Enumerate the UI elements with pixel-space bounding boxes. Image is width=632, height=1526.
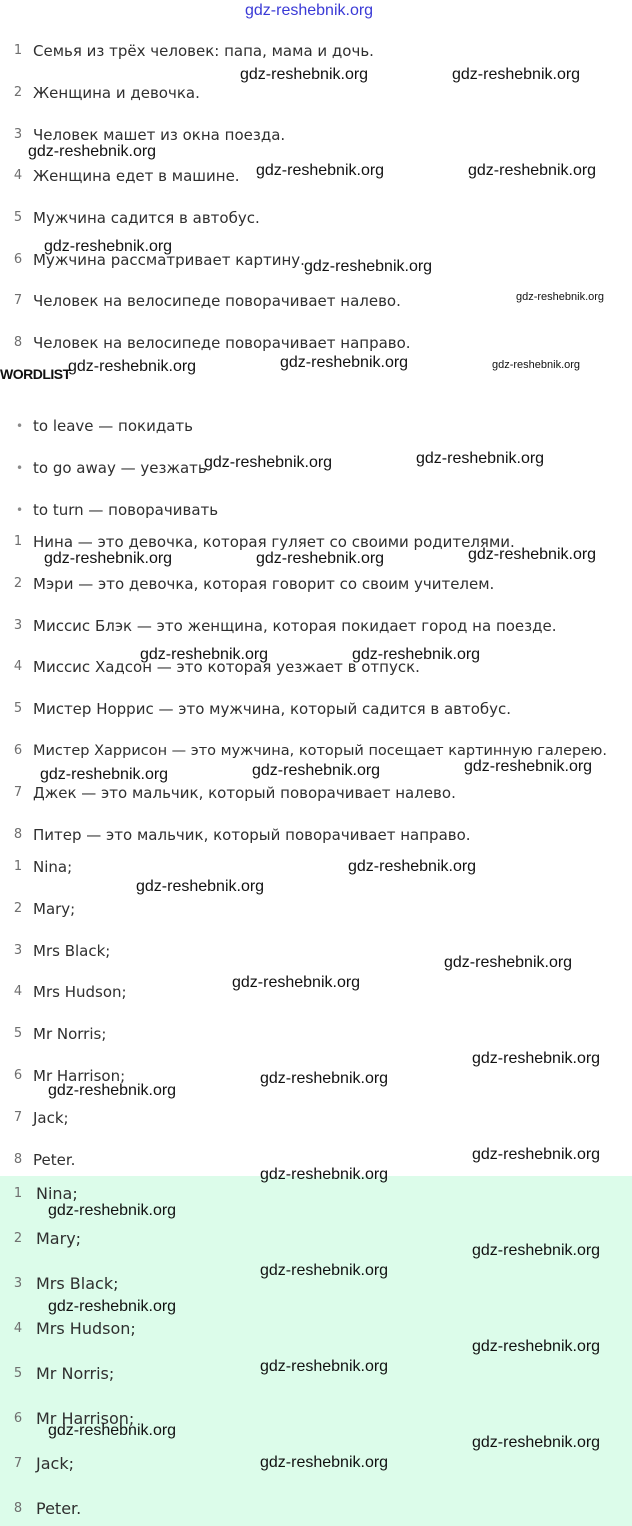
watermark: gdz-reshebnik.org (240, 66, 369, 83)
watermark: gdz-reshebnik.org (260, 1454, 389, 1471)
watermark: gdz-reshebnik.org (464, 758, 593, 775)
watermark: gdz-reshebnik.org (472, 1146, 601, 1163)
item-text: Миссис Блэк — это женщина, которая покидает город на поезде. (33, 617, 557, 635)
item-text: Миссис Хадсон — это которая уезжает в отпуск. (33, 658, 420, 676)
watermark: gdz-reshebnik.org (452, 66, 581, 83)
item-text: Mr Harrison; (33, 1067, 126, 1085)
item-number: 1 (13, 859, 23, 874)
item-text: Mrs Black; (33, 942, 111, 960)
item-number: 8 (13, 1152, 23, 1167)
watermark: gdz-reshebnik.org (260, 1358, 389, 1375)
watermark: gdz-reshebnik.org (444, 954, 573, 971)
item-text: Человек на велосипеде поворачивает налево. (33, 292, 401, 310)
watermark: gdz-reshebnik.org (516, 291, 605, 303)
watermark: gdz-reshebnik.org (68, 358, 197, 375)
watermark: gdz-reshebnik.org (260, 1070, 389, 1087)
item-text: Jack; (33, 1109, 69, 1127)
item-text: Человек машет из окна поезда. (33, 126, 286, 144)
item-text: Mary; (36, 1229, 82, 1248)
item-number: 2 (13, 85, 23, 100)
item-number: 6 (13, 252, 23, 267)
item-number: 3 (13, 127, 23, 142)
watermark: gdz-reshebnik.org (472, 1434, 601, 1451)
watermark: gdz-reshebnik.org (44, 238, 173, 255)
item-text: Питер — это мальчик, который поворачивает направо. (33, 826, 471, 844)
wordlist-text: to go away — уезжать (33, 459, 207, 477)
watermark: gdz-reshebnik.org (260, 1262, 389, 1279)
watermark: gdz-reshebnik.org (252, 762, 381, 779)
bullet-icon: • (16, 461, 24, 475)
item-text: Мистер Харрисон — это мужчина, который посещает картинную галерею. (33, 743, 607, 759)
item-number: 4 (13, 659, 23, 674)
item-text: Человек на велосипеде поворачивает направо. (33, 334, 411, 352)
watermark: gdz-reshebnik.org (232, 974, 361, 991)
item-number: 6 (13, 743, 23, 758)
watermark: gdz-reshebnik.org (352, 646, 481, 663)
item-text: Mary; (33, 900, 76, 918)
watermark: gdz-reshebnik.org (204, 454, 333, 471)
watermark: gdz-reshebnik.org (256, 162, 385, 179)
item-number: 2 (13, 901, 23, 916)
wordlist-text: to leave — покидать (33, 417, 193, 435)
item-text: Mr Norris; (33, 1025, 107, 1043)
item-number: 1 (13, 1186, 23, 1201)
item-text: Мужчина садится в автобус. (33, 209, 260, 227)
item-text: Женщина едет в машине. (33, 167, 240, 185)
watermark-top: gdz-reshebnik.org (245, 2, 374, 19)
watermark: gdz-reshebnik.org (468, 162, 597, 179)
item-number: 6 (13, 1068, 23, 1083)
item-number: 5 (13, 1026, 23, 1041)
item-number: 4 (13, 168, 23, 183)
item-text: Nina; (36, 1184, 78, 1203)
watermark: gdz-reshebnik.org (468, 546, 597, 563)
bullet-icon: • (16, 503, 24, 517)
item-text: Джек — это мальчик, который поворачивает налево. (33, 784, 456, 802)
watermark: gdz-reshebnik.org (44, 550, 173, 567)
item-text: Мужчина рассматривает картину. (33, 251, 305, 269)
item-text: Mrs Hudson; (33, 983, 127, 1001)
item-number: 3 (13, 1276, 23, 1291)
item-number: 1 (13, 43, 23, 58)
item-number: 4 (13, 984, 23, 999)
watermark: gdz-reshebnik.org (48, 1298, 177, 1315)
watermark: gdz-reshebnik.org (40, 766, 169, 783)
item-number: 2 (13, 576, 23, 591)
watermark: gdz-reshebnik.org (304, 258, 433, 275)
watermark: gdz-reshebnik.org (472, 1050, 601, 1067)
item-text: Peter. (33, 1151, 76, 1169)
item-text: Семья из трёх человек: папа, мама и дочь. (33, 42, 374, 60)
watermark: gdz-reshebnik.org (416, 450, 545, 467)
item-text: Мистер Норрис — это мужчина, который садится в автобус. (33, 700, 512, 718)
item-number: 3 (13, 943, 23, 958)
watermark: gdz-reshebnik.org (256, 550, 385, 567)
item-text: Nina; (33, 858, 73, 876)
watermark: gdz-reshebnik.org (48, 1202, 177, 1219)
watermark: gdz-reshebnik.org (260, 1166, 389, 1183)
item-number: 7 (13, 293, 23, 308)
item-text: Женщина и девочка. (33, 84, 200, 102)
bullet-icon: • (16, 419, 24, 433)
item-text: Мэри — это девочка, которая говорит со своим учителем. (33, 575, 495, 593)
watermark: gdz-reshebnik.org (48, 1082, 177, 1099)
item-text: Peter. (36, 1499, 82, 1518)
watermark: gdz-reshebnik.org (280, 354, 409, 371)
item-text: Jack; (36, 1454, 74, 1473)
item-number: 7 (13, 785, 23, 800)
watermark: gdz-reshebnik.org (348, 858, 477, 875)
item-number: 4 (13, 1321, 23, 1336)
item-text: Mr Harrison; (36, 1409, 135, 1428)
watermark: gdz-reshebnik.org (28, 143, 157, 160)
watermark: gdz-reshebnik.org (472, 1338, 601, 1355)
item-number: 8 (13, 335, 23, 350)
watermark: gdz-reshebnik.org (48, 1422, 177, 1439)
watermark: gdz-reshebnik.org (140, 646, 269, 663)
item-number: 1 (13, 534, 23, 549)
wordlist-text: to turn — поворачивать (33, 501, 219, 519)
item-text: Mrs Black; (36, 1274, 119, 1293)
item-number: 8 (13, 827, 23, 842)
item-number: 5 (13, 210, 23, 225)
watermark: gdz-reshebnik.org (472, 1242, 601, 1259)
watermark: gdz-reshebnik.org (136, 878, 265, 895)
item-number: 3 (13, 618, 23, 633)
item-text: Mrs Hudson; (36, 1319, 136, 1338)
item-number: 2 (13, 1231, 23, 1246)
item-number: 7 (13, 1110, 23, 1125)
item-number: 5 (13, 1366, 23, 1381)
item-number: 6 (13, 1411, 23, 1426)
wordlist-heading: WORDLIST (0, 366, 71, 382)
item-text: Нина — это девочка, которая гуляет со своими родителями. (33, 533, 515, 551)
item-text: Mr Norris; (36, 1364, 115, 1383)
item-number: 5 (13, 701, 23, 716)
item-number: 8 (13, 1501, 23, 1516)
item-number: 7 (13, 1456, 23, 1471)
watermark: gdz-reshebnik.org (492, 359, 581, 371)
